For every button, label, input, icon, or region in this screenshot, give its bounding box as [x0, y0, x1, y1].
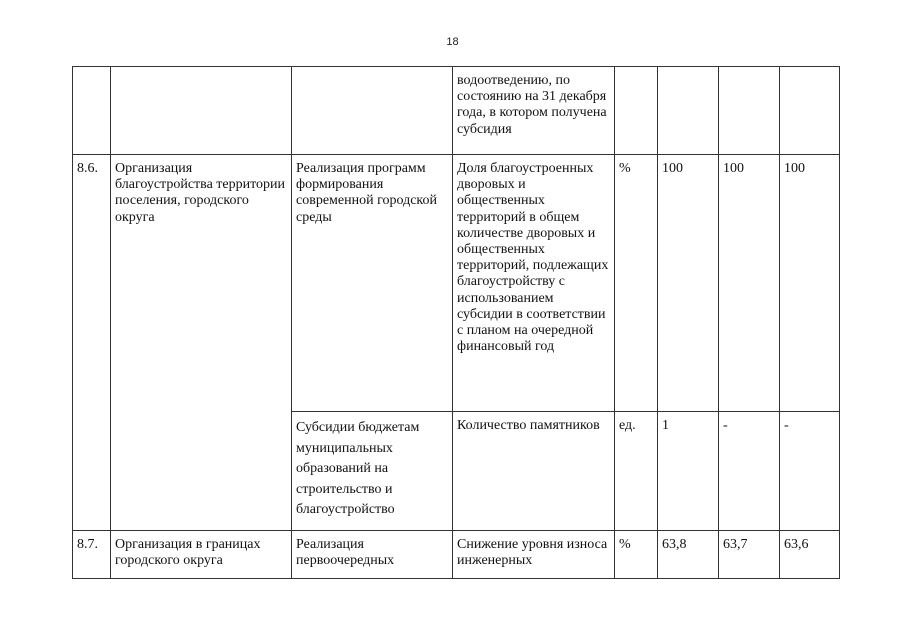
value-cell-2: -	[719, 412, 780, 531]
value-cell-3: 63,6	[780, 531, 840, 579]
value-cell-1: 63,8	[658, 531, 719, 579]
program-cell: Субсидии бюджетам муниципальных образований на строительство и благоустройство	[292, 412, 453, 531]
indicators-table	[72, 66, 840, 579]
value-cell-3: -	[780, 412, 840, 531]
value-cell-3: 100	[780, 155, 840, 412]
unit-cell: ед.	[615, 412, 658, 531]
indicator-cell: Снижение уровня износа инженерных	[453, 531, 615, 579]
value-cell-1: 100	[658, 155, 719, 412]
value-cell-2	[719, 67, 780, 155]
value-cell-1	[658, 67, 719, 155]
task-cell	[111, 67, 292, 155]
unit-cell: %	[615, 155, 658, 412]
row-number-cell: 8.6.	[73, 155, 111, 531]
page-number: 18	[446, 36, 459, 48]
unit-cell	[615, 67, 658, 155]
value-cell-3	[780, 67, 840, 155]
indicator-cell: Количество памятников	[453, 412, 615, 531]
program-cell: Реализация первоочередных	[292, 531, 453, 579]
program-cell	[292, 67, 453, 155]
value-cell-2: 100	[719, 155, 780, 412]
unit-cell: %	[615, 531, 658, 579]
task-cell: Организация благоустройства территории поселения, городского округа	[111, 155, 292, 531]
row-number-cell: 8.7.	[73, 531, 111, 579]
indicator-cell: Доля благоустроенных дворовых и общественных территорий в общем количестве дворовых и общественных территорий, подлежащих благоустройству с использованием субсидии в соответствии с планом на очередной финансовый год	[453, 155, 615, 412]
indicator-cell: водоотведению, по состоянию на 31 декабря года, в котором получена субсидия	[453, 67, 615, 155]
table-row	[73, 67, 840, 155]
table-row	[73, 531, 840, 579]
task-cell: Организация в границах городского округа	[111, 531, 292, 579]
row-number-cell	[73, 67, 111, 155]
value-cell-2: 63,7	[719, 531, 780, 579]
value-cell-1: 1	[658, 412, 719, 531]
table-row	[73, 155, 840, 412]
program-cell: Реализация программ формирования современной городской среды	[292, 155, 453, 412]
